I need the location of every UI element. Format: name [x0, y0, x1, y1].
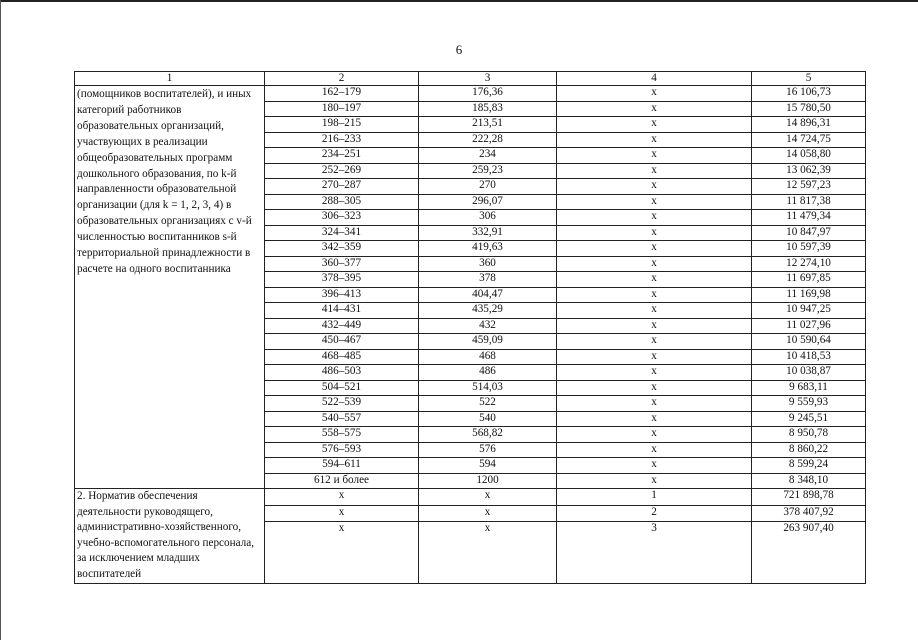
table-cell: x [557, 396, 752, 412]
table-cell: 10 038,87 [752, 365, 866, 381]
table-cell: x [557, 303, 752, 319]
table-cell: 213,51 [419, 117, 557, 133]
table-cell: 332,91 [419, 225, 557, 241]
table-cell: 8 950,78 [752, 427, 866, 443]
table-cell: x [557, 194, 752, 210]
table-cell: 11 479,34 [752, 210, 866, 226]
table-cell: 504–521 [265, 380, 419, 396]
table-cell: x [557, 287, 752, 303]
table-cell: 522–539 [265, 396, 419, 412]
table-cell: 432 [419, 318, 557, 334]
table-cell: 360 [419, 256, 557, 272]
table-cell: 234 [419, 148, 557, 164]
table-cell: 306 [419, 210, 557, 226]
table-cell: 1 [557, 489, 752, 506]
table-cell: 234–251 [265, 148, 419, 164]
table-cell: 9 245,51 [752, 411, 866, 427]
table-cell: x [557, 334, 752, 350]
table-cell: 162–179 [265, 86, 419, 102]
section1-description: (помощников воспитателей), и иных категорий работников образовательных организаций, участвующих в реализации общеобразовательных программ дошкольного образования, по k-й направленности образовательной организации (для k = 1, 2, 3, 4) в образовательных организациях с v-й численностью воспитанников s-й территориальной принадлежности в расчете на одного воспитанника [75, 86, 265, 489]
table-cell: 11 817,38 [752, 194, 866, 210]
header-cell: 4 [557, 72, 752, 86]
table-cell: x [557, 179, 752, 195]
table-cell: 486 [419, 365, 557, 381]
table-cell: 10 418,53 [752, 349, 866, 365]
table-cell: x [557, 318, 752, 334]
table-cell: 414–431 [265, 303, 419, 319]
table-cell: x [557, 241, 752, 257]
table-cell: 435,29 [419, 303, 557, 319]
table-cell: 576 [419, 442, 557, 458]
header-cell: 2 [265, 72, 419, 86]
table-cell: 10 597,39 [752, 241, 866, 257]
table-cell: x [419, 489, 557, 506]
table-cell: 419,63 [419, 241, 557, 257]
table-cell: x [265, 505, 419, 522]
page-number: 6 [455, 42, 463, 57]
table-cell: 9 683,11 [752, 380, 866, 396]
table-cell: 222,28 [419, 132, 557, 148]
table-cell: 514,03 [419, 380, 557, 396]
table-cell: 540–557 [265, 411, 419, 427]
norms-table [74, 71, 866, 584]
table-cell: 16 106,73 [752, 86, 866, 102]
table-cell: 450–467 [265, 334, 419, 350]
table-cell: 176,36 [419, 86, 557, 102]
table-cell: 360–377 [265, 256, 419, 272]
table-cell: 378 [419, 272, 557, 288]
table-cell: x [557, 210, 752, 226]
table-cell: 468 [419, 349, 557, 365]
table-header-row [75, 72, 866, 86]
table-cell: x [265, 522, 419, 583]
table-cell: 9 559,93 [752, 396, 866, 412]
table-cell: 324–341 [265, 225, 419, 241]
table-cell: 342–359 [265, 241, 419, 257]
table-cell: 13 062,39 [752, 163, 866, 179]
table-cell: x [557, 163, 752, 179]
table-cell: 468–485 [265, 349, 419, 365]
table-cell: 378–395 [265, 272, 419, 288]
table-cell: 2 [557, 505, 752, 522]
section2-description: 2. Норматив обеспечения деятельности руководящего, административно-хозяйственного, учебно-вспомогательного персонала, за исключением младших воспитателей [75, 489, 265, 584]
table-cell: 14 896,31 [752, 117, 866, 133]
header-cell: 3 [419, 72, 557, 86]
table-cell: 432–449 [265, 318, 419, 334]
table-cell: x [419, 522, 557, 583]
page-top-border [0, 0, 918, 2]
table-cell: 8 599,24 [752, 458, 866, 474]
table-cell: 270–287 [265, 179, 419, 195]
table-cell: 10 847,97 [752, 225, 866, 241]
table-cell: x [557, 349, 752, 365]
table-cell: 10 590,64 [752, 334, 866, 350]
table-cell: 3 [557, 522, 752, 583]
table-cell: 288–305 [265, 194, 419, 210]
table-cell: x [557, 148, 752, 164]
table-cell: 198–215 [265, 117, 419, 133]
table-cell: 252–269 [265, 163, 419, 179]
table-cell: 1200 [419, 473, 557, 489]
table-cell: 14 058,80 [752, 148, 866, 164]
table-cell: 378 407,92 [752, 505, 866, 522]
table-cell: 594 [419, 458, 557, 474]
table-cell: 8 348,10 [752, 473, 866, 489]
table-cell: x [265, 489, 419, 506]
table-cell: 576–593 [265, 442, 419, 458]
table-cell: x [557, 101, 752, 117]
table-row [75, 86, 866, 102]
table-cell: x [557, 225, 752, 241]
table-cell: 522 [419, 396, 557, 412]
table-cell: x [557, 427, 752, 443]
table-cell: x [557, 132, 752, 148]
table-cell: 11 027,96 [752, 318, 866, 334]
table-cell: 14 724,75 [752, 132, 866, 148]
table-cell: 180–197 [265, 101, 419, 117]
table-cell: 558–575 [265, 427, 419, 443]
table-cell: x [557, 473, 752, 489]
table-cell: 404,47 [419, 287, 557, 303]
table-cell: x [557, 86, 752, 102]
table-cell: 612 и более [265, 473, 419, 489]
page-left-border [0, 0, 1, 640]
table-cell: x [557, 411, 752, 427]
table-cell: x [557, 442, 752, 458]
table-cell: 185,83 [419, 101, 557, 117]
table-cell: 259,23 [419, 163, 557, 179]
table-cell: 11 697,85 [752, 272, 866, 288]
table-cell: x [557, 272, 752, 288]
table-cell: 568,82 [419, 427, 557, 443]
table-cell: 396–413 [265, 287, 419, 303]
table-cell: 594–611 [265, 458, 419, 474]
table-cell: 263 907,40 [752, 522, 866, 583]
table-cell: 11 169,98 [752, 287, 866, 303]
table-cell: x [557, 365, 752, 381]
table-cell: 270 [419, 179, 557, 195]
header-cell: 1 [75, 72, 265, 86]
table-cell: 459,09 [419, 334, 557, 350]
table-cell: x [557, 458, 752, 474]
table-cell: 296,07 [419, 194, 557, 210]
table-cell: 15 780,50 [752, 101, 866, 117]
table-cell: 540 [419, 411, 557, 427]
table-cell: x [557, 380, 752, 396]
table-cell: x [557, 256, 752, 272]
header-cell: 5 [752, 72, 866, 86]
table-row [75, 489, 866, 506]
table-cell: 8 860,22 [752, 442, 866, 458]
table-cell: x [419, 505, 557, 522]
table-cell: 216–233 [265, 132, 419, 148]
table-cell: 486–503 [265, 365, 419, 381]
table-cell: x [557, 117, 752, 133]
table-cell: 306–323 [265, 210, 419, 226]
table-cell: 721 898,78 [752, 489, 866, 506]
table-cell: 10 947,25 [752, 303, 866, 319]
table-cell: 12 597,23 [752, 179, 866, 195]
table-cell: 12 274,10 [752, 256, 866, 272]
